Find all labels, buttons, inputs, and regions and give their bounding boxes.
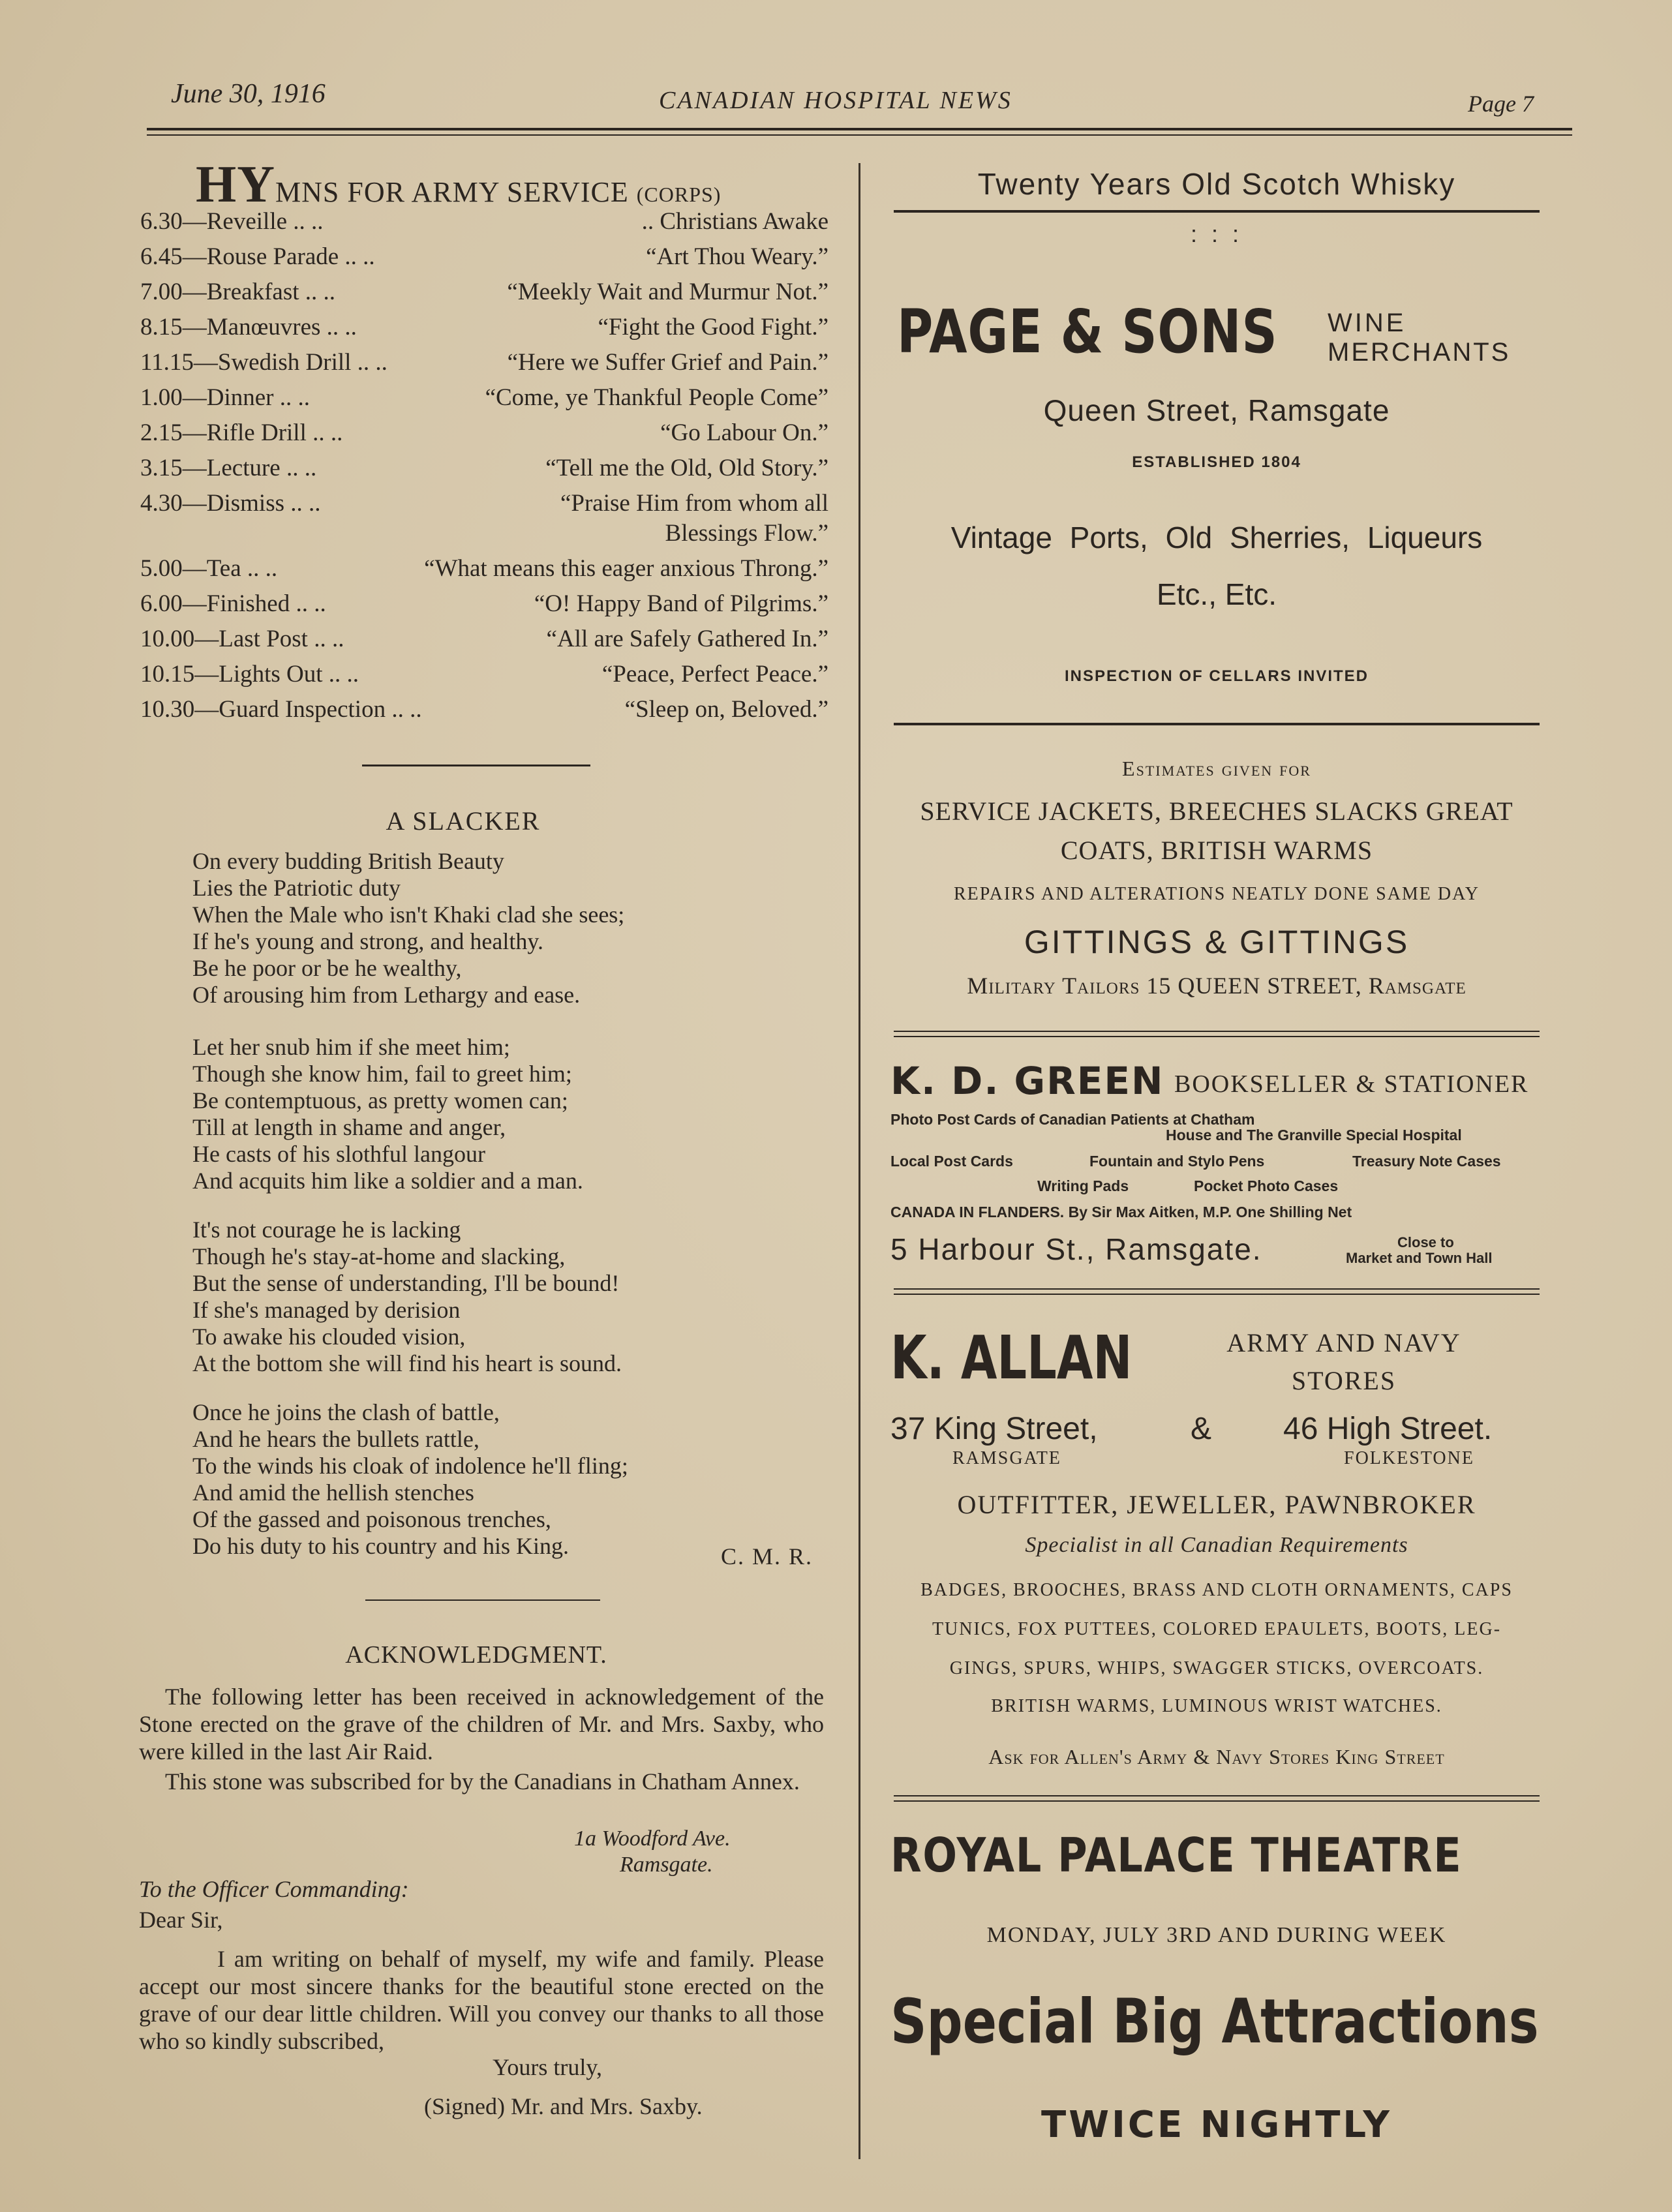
- schedule-time-event: 8.15—Manœuvres .. ..: [140, 314, 357, 341]
- schedule-hymn: “O! Happy Band of Pilgrims.”: [534, 590, 828, 617]
- gittings-tailors-a: Military Tailors 15: [967, 973, 1172, 999]
- schedule-time-event: 6.45—Rouse Parade .. ..: [140, 243, 375, 270]
- ad-rule: [894, 1288, 1540, 1290]
- section-divider: [362, 765, 590, 766]
- poem-line: He casts of his slothful langour: [192, 1141, 485, 1167]
- allan-ask: Ask for Allen's Army & Navy Stores King Street: [988, 1745, 1445, 1768]
- schedule-time-event: 6.00—Finished .. ..: [140, 590, 326, 617]
- ack-paragraph-1: The following letter has been received in acknowledgement of the Stone erected on the grave of the children of Mr. and Mrs. Saxby, who were killed in the last Air Raid.: [139, 1684, 824, 1765]
- poem-line: Be he poor or be he wealthy,: [192, 955, 462, 981]
- gittings-repairs: REPAIRS AND ALTERATIONS NEATLY DONE SAME DAY: [953, 884, 1480, 904]
- poem-line: Do his duty to his country and his King.: [192, 1533, 569, 1559]
- green-pens: Fountain and Stylo Pens: [1089, 1153, 1265, 1170]
- header-rule: [147, 128, 1572, 130]
- ack-salutation: Dear Sir,: [139, 1907, 223, 1933]
- publication-title: CANADIAN HOSPITAL NEWS: [659, 87, 1012, 114]
- poem-title: A SLACKER: [386, 806, 541, 836]
- schedule-title-corps: (CORPS): [636, 183, 722, 206]
- page-sons-name: PAGE & SONS: [897, 297, 1278, 367]
- green-local-cards: Local Post Cards: [890, 1153, 1013, 1170]
- schedule-time-event: 1.00—Dinner .. ..: [140, 384, 310, 411]
- poem-line: Be contemptuous, as pretty women can;: [192, 1087, 568, 1114]
- column-divider: [859, 163, 860, 2159]
- ad-dots: : : :: [1190, 220, 1243, 247]
- schedule-hymn: Blessings Flow.”: [665, 520, 828, 547]
- poem-line: Though he's stay-at-home and slacking,: [192, 1243, 566, 1269]
- poem-line: Lies the Patriotic duty: [192, 875, 401, 901]
- schedule-hymn: “Here we Suffer Grief and Pain.”: [507, 349, 828, 376]
- green-canada: CANADA IN FLANDERS. By Sir Max Aitken, M.P. One Shilling Net: [890, 1204, 1352, 1220]
- poem-stanza: [192, 1034, 845, 1194]
- poem-line: When the Male who isn't Khaki clad she sees;: [192, 901, 625, 928]
- whisky-ad: Twenty Years Old Scotch Whisky: [977, 167, 1456, 201]
- schedule-hymn: “What means this eager anxious Throng.”: [424, 555, 828, 582]
- theatre-dates: MONDAY, JULY 3RD AND DURING WEEK: [986, 1923, 1447, 1947]
- schedule-time-event: 10.30—Guard Inspection .. ..: [140, 696, 422, 723]
- ad-rule: [894, 210, 1540, 213]
- schedule-time-event: 11.15—Swedish Drill .. ..: [140, 349, 388, 376]
- ad-rule: [894, 723, 1540, 725]
- schedule-time-event: 4.30—Dismiss .. ..: [140, 490, 321, 517]
- poem-line: Though she know him, fail to greet him;: [192, 1061, 572, 1087]
- allan-trade: OUTFITTER, JEWELLER, PAWNBROKER: [957, 1490, 1476, 1519]
- poem-line: If she's managed by derision: [192, 1297, 461, 1323]
- ad-rule: [894, 1031, 1540, 1032]
- ad-rule: [894, 1795, 1540, 1796]
- green-photo-line-2: House and The Granville Special Hospital: [1166, 1127, 1462, 1144]
- schedule-time-event: 6.30—Reveille .. ..: [140, 208, 324, 235]
- ad-rule: [894, 1800, 1540, 1802]
- theatre-twice-nightly: TWICE NIGHTLY: [1041, 2104, 1392, 2146]
- poem-line: Of arousing him from Lethargy and ease.: [192, 982, 581, 1008]
- poem-line: And he hears the bullets rattle,: [192, 1426, 479, 1452]
- green-photo-line-1: Photo Post Cards of Canadian Patients at Chatham: [890, 1111, 1255, 1128]
- poem-line: To the winds his cloak of indolence he'll fling;: [192, 1453, 628, 1479]
- poem-line: Till at length in shame and anger,: [192, 1114, 506, 1140]
- section-divider: [365, 1599, 600, 1601]
- schedule-hymn: “All are Safely Gathered In.”: [546, 626, 828, 652]
- page-sons-etc: Etc., Etc.: [1156, 577, 1277, 611]
- poem-line: On every budding British Beauty: [192, 848, 504, 874]
- allan-list-3: GINGS, SPURS, WHIPS, SWAGGER STICKS, OVERCOATS.: [949, 1658, 1484, 1678]
- gittings-tailors-b: QUEEN STREET,: [1178, 973, 1362, 999]
- allan-list-1: BADGES, BROOCHES, BRASS AND CLOTH ORNAMENTS, CAPS: [920, 1580, 1513, 1600]
- green-trade: BOOKSELLER & STATIONER: [1174, 1070, 1529, 1098]
- schedule-time-event: 7.00—Breakfast .. ..: [140, 279, 336, 305]
- green-pocket: Pocket Photo Cases: [1194, 1177, 1339, 1194]
- ack-addressee: To the Officer Commanding:: [139, 1876, 409, 1902]
- gittings-name: GITTINGS & GITTINGS: [1024, 924, 1410, 960]
- schedule-hymn: “Art Thou Weary.”: [646, 243, 828, 270]
- ack-title: ACKNOWLEDGMENT.: [345, 1641, 607, 1669]
- schedule-hymn: “Peace, Perfect Peace.”: [601, 661, 828, 688]
- gittings-estimates: Estimates given for: [1122, 757, 1311, 780]
- poem-line: But the sense of understanding, I'll be bound!: [192, 1270, 620, 1296]
- allan-name: K. ALLAN: [890, 1323, 1132, 1393]
- poem-line: Once he joins the clash of battle,: [192, 1399, 500, 1425]
- poem-line: Of the gassed and poisonous trenches,: [192, 1506, 551, 1532]
- allan-address-1: 37 King Street,: [890, 1412, 1098, 1446]
- allan-stores-1: ARMY AND NAVY: [1226, 1328, 1461, 1357]
- header-rule-thin: [147, 134, 1572, 136]
- page-sons-wine: WINE: [1328, 309, 1406, 337]
- ad-rule: [894, 1036, 1540, 1037]
- ack-closing: Yours truly,: [493, 2054, 603, 2080]
- poem-line: At the bottom she will find his heart is sound.: [192, 1350, 622, 1376]
- schedule-time-event: 10.00—Last Post .. ..: [140, 626, 344, 652]
- page-sons-inspection: INSPECTION OF CELLARS INVITED: [1064, 667, 1369, 685]
- ack-signature: (Signed) Mr. and Mrs. Saxby.: [424, 2093, 703, 2119]
- ack-letter-body: I am writing on behalf of myself, my wife and family. Please accept our most sincere thanks for the beautiful stone erected on the grave of our dear little children. Will you convey our thanks to all those who so kindly subscribed,: [139, 1946, 824, 2054]
- schedule-title-initial: HY: [196, 156, 275, 213]
- page-number: Page 7: [1468, 91, 1534, 117]
- green-name: K. D. GREEN: [890, 1059, 1164, 1103]
- schedule-hymn: “Go Labour On.”: [660, 419, 828, 446]
- green-treasury: Treasury Note Cases: [1352, 1153, 1501, 1170]
- schedule-time-event: 5.00—Tea .. ..: [140, 555, 278, 582]
- green-address: 5 Harbour St., Ramsgate.: [890, 1232, 1262, 1266]
- schedule-hymn: “Tell me the Old, Old Story.”: [545, 455, 828, 481]
- ad-rule: [894, 1294, 1540, 1295]
- green-close-to: Close to: [1397, 1234, 1454, 1250]
- poem-line: Let her snub him if she meet him;: [192, 1034, 510, 1060]
- schedule-time-event: 10.15—Lights Out .. ..: [140, 661, 359, 688]
- allan-amp: &: [1191, 1412, 1212, 1446]
- poem-line: It's not courage he is lacking: [192, 1217, 461, 1243]
- allan-list-4: BRITISH WARMS, LUMINOUS WRIST WATCHES.: [991, 1696, 1442, 1716]
- schedule-hymn: “Fight the Good Fight.”: [598, 314, 828, 341]
- allan-list-2: TUNICS, FOX PUTTEES, COLORED EPAULETS, BOOTS, LEG-: [932, 1619, 1502, 1639]
- allan-city-1: RAMSGATE: [952, 1448, 1061, 1468]
- page-sons-products: Vintage Ports, Old Sherries, Liqueurs: [950, 521, 1483, 554]
- schedule-hymn: .. Christians Awake: [641, 208, 828, 235]
- schedule-time-event: 2.15—Rifle Drill .. ..: [140, 419, 343, 446]
- schedule-title-rest: MNS FOR ARMY SERVICE: [275, 176, 629, 208]
- allan-city-2: FOLKESTONE: [1344, 1448, 1474, 1468]
- allan-specialist: Specialist in all Canadian Requirements: [1025, 1533, 1408, 1557]
- schedule-hymn: “Praise Him from whom all: [560, 490, 828, 517]
- poem-line: To awake his clouded vision,: [192, 1324, 466, 1350]
- schedule-hymn: “Come, ye Thankful People Come”: [485, 384, 828, 411]
- page-sons-merchants: MERCHANTS: [1328, 338, 1511, 367]
- poem-line: And amid the hellish stenches: [192, 1479, 474, 1506]
- poem-line: And acquits him like a soldier and a man.: [192, 1168, 583, 1194]
- allan-address-2: 46 High Street.: [1283, 1412, 1493, 1446]
- gittings-tailors-c: Ramsgate: [1368, 973, 1467, 999]
- green-pads: Writing Pads: [1037, 1177, 1129, 1194]
- gittings-line-2: COATS, BRITISH WARMS: [1060, 836, 1373, 865]
- poem-stanza: [192, 848, 845, 1008]
- poem-line: If he's young and strong, and healthy.: [192, 928, 544, 954]
- ack-address-line-1: 1a Woodford Ave.: [574, 1826, 731, 1851]
- ack-paragraph-2: This stone was subscribed for by the Canadians in Chatham Annex.: [165, 1768, 800, 1795]
- allan-stores-2: STORES: [1291, 1366, 1397, 1395]
- gittings-line-1: SERVICE JACKETS, BREECHES SLACKS GREAT: [920, 796, 1513, 826]
- schedule-title: [196, 155, 721, 215]
- schedule-hymn: “Sleep on, Beloved.”: [624, 696, 828, 723]
- theatre-attractions: Special Big Attractions: [890, 1986, 1539, 2057]
- poem-stanza: [192, 1217, 845, 1377]
- page-sons-established: ESTABLISHED 1804: [1132, 453, 1301, 471]
- poem-stanza: [192, 1399, 845, 1560]
- schedule-time-event: 3.15—Lecture .. ..: [140, 455, 317, 481]
- poem-author: C. M. R.: [721, 1543, 813, 1569]
- issue-date: June 30, 1916: [171, 79, 326, 109]
- page-sons-address: Queen Street, Ramsgate: [1043, 393, 1390, 427]
- ack-address-line-2: Ramsgate.: [620, 1853, 713, 1877]
- theatre-name: ROYAL PALACE THEATRE: [890, 1828, 1463, 1883]
- green-market: Market and Town Hall: [1346, 1250, 1493, 1266]
- schedule-hymn: “Meekly Wait and Murmur Not.”: [507, 279, 828, 305]
- gittings-tailors: [887, 972, 1546, 999]
